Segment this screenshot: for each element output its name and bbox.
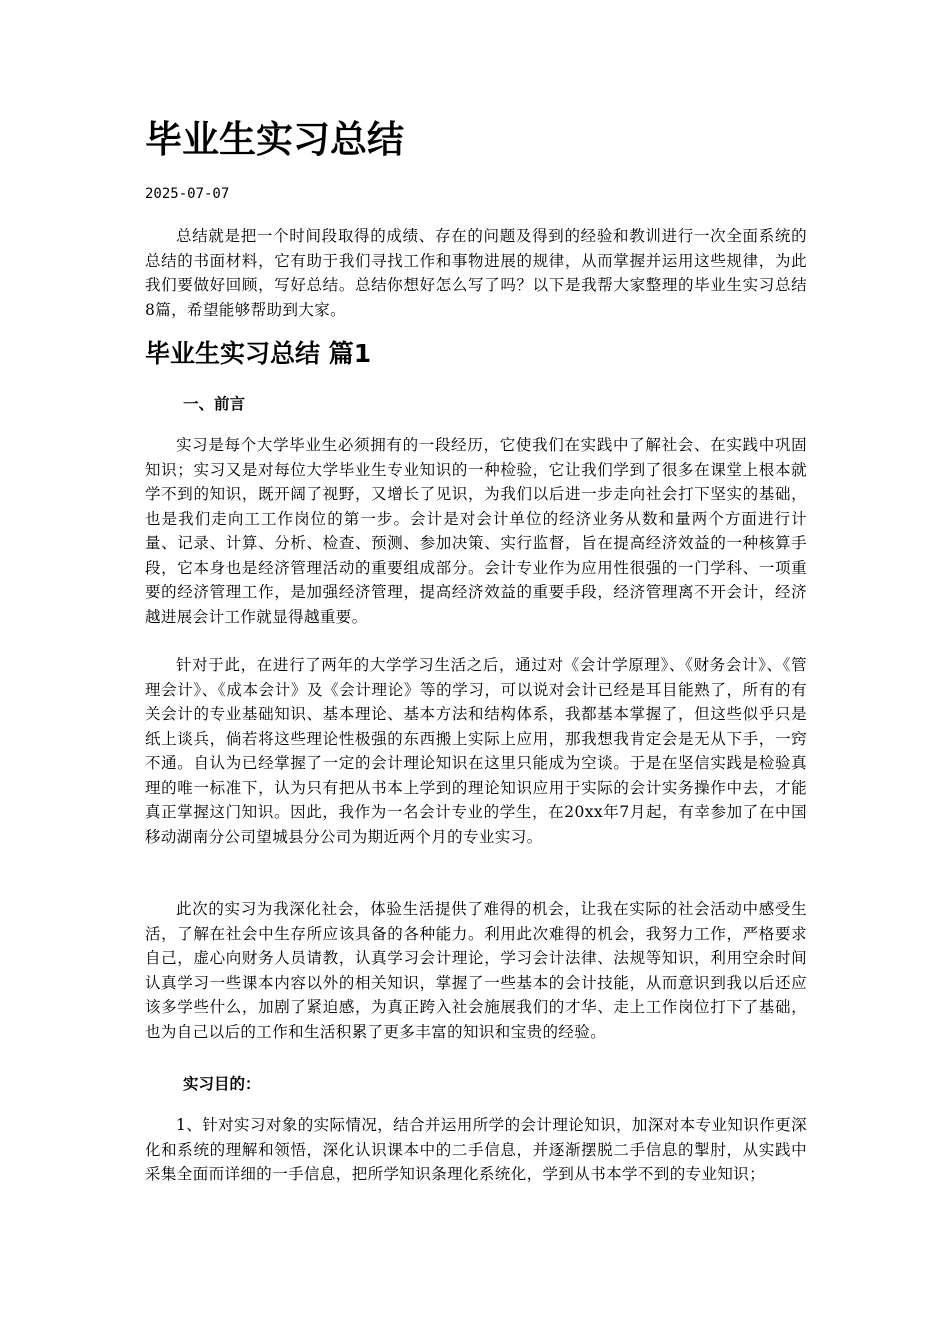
document-title: 毕业生实习总结 <box>145 118 404 161</box>
body-paragraph-1: 实习是每个大学毕业生必须拥有的一段经历，它使我们在实践中了解社会、在实践中巩固知识；实习又是对每位大学毕业生专业知识的一种检验，它让我们学到了很多在课堂上根本就学不到的知识，既开阔了视野，又增长了见识，为我们以后进一步走向社会打下坚实的基础，也是我们走向工工作岗位的第一步。会计是对会计单位的经济业务从数和量两个方面进行计量、记录、计算、分析、检查、预测、参加决策、实行监督，旨在提高经济效益的一种核算手段，它本身也是经济管理活动的重要组成部分。会计专业作为应用性很强的一门学科、一项重要的经济管理工作，是加强经济管理，提高经济效益的重要手段，经济管理离不开会计，经济越进展会计工作就显得越重要。 <box>145 436 807 626</box>
body-paragraph-4: 1、针对实习对象的实际情况，结合并运用所学的会计理论知识，加深对本专业知识作更深化和系统的理解和领悟，深化认识课本中的二手信息，并逐渐摆脱二手信息的掣肘，从实践中采集全面而详细的一手信息，把所学知识条理化系统化，学到从书本学不到的专业知识； <box>145 1116 807 1183</box>
body-paragraph-3: 此次的实习为我深化社会，体验生活提供了难得的机会，让我在实际的社会活动中感受生活，了解在社会中生存所应该具备的各种能力。利用此次难得的机会，我努力工作，严格要求自己，虚心向财务人员请教，认真学习会计理论，学习会计法律、法规等知识，利用空余时间认真学习一些课本内容以外的相关知识，掌握了一些基本的会计技能，从而意识到我以后还应该多学些什么，加剧了紧迫感，为真正跨入社会施展我们的才华、走上工作岗位打下了基础，也为自己以后的工作和生活积累了更多丰富的知识和宝贵的经验。 <box>145 900 807 1041</box>
section-title: 毕业生实习总结 篇1 <box>145 339 372 368</box>
subheading-preface: 一、前言 <box>183 395 246 413</box>
body-paragraph-2: 针对于此，在进行了两年的大学学习生活之后，通过对《会计学原理》、《财务会计》、《管理会计》、《成本会计》及《会计理论》等的学习，可以说对会计已经是耳目能熟了，所有的有关会计的专业基础知识、基本理论、基本方法和结构体系，我都基本掌握了，但这些似乎只是纸上谈兵，倘若将这些理论性极强的东西搬上实际上应用，那我想我肯定会是无从下手，一窍不通。自认为已经掌握了一定的会计理论知识在这里只能成为空谈。于是在坚信实践是检验真理的唯一标准下，认为只有把从书本上学到的理论知识应用于实际的会计实务操作中去，才能真正掌握这门知识。因此，我作为一名会计专业的学生，在20xx年7月起，有幸参加了在中国移动湖南分公司望城县分公司为期近两个月的专业实习。 <box>145 656 807 846</box>
document-date: 2025-07-07 <box>145 186 230 202</box>
intro-paragraph: 总结就是把一个时间段取得的成绩、存在的问题及得到的经验和教训进行一次全面系统的总结的书面材料，它有助于我们寻找工作和事物进展的规律，从而掌握并运用这些规律，为此我们要做好回顾，写好总结。总结你想好怎么写了吗？以下是我帮大家整理的毕业生实习总结8篇，希望能够帮助到大家。 <box>145 227 807 319</box>
subheading-goals: 实习目的： <box>183 1075 261 1093</box>
